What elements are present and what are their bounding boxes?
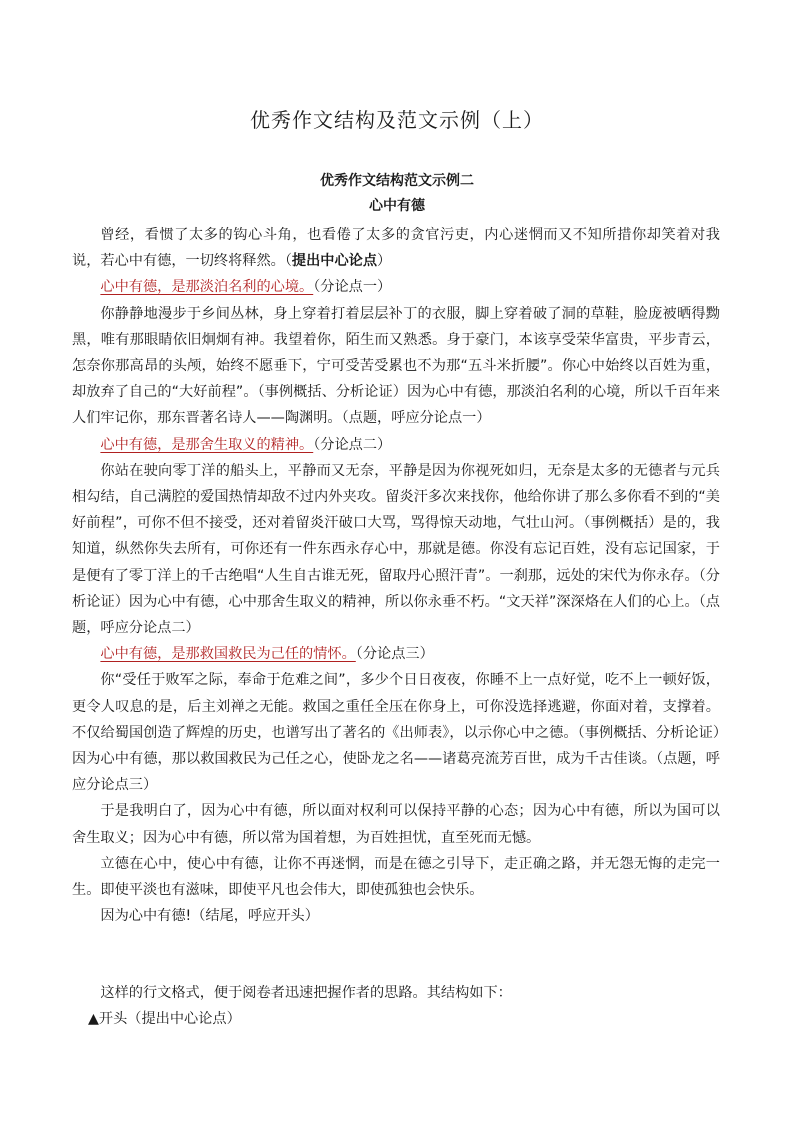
sub-point-2 xyxy=(72,432,720,458)
sub-point-1 xyxy=(72,274,720,300)
intro-text: 曾经，看惯了太多的钩心斗角，也看倦了太多的贪官污吏，内心迷惘而又不知所措你却笑着对我说，若心中有德，一切终将释然。（ xyxy=(72,227,720,270)
essay-title: 心中有德 xyxy=(369,198,425,214)
paragraph-summary: 于是我明白了，因为心中有德，所以面对权利可以保持平静的心态；因为心中有德，所以为国可以舍生取义；因为心中有德，所以常为国着想，为百姓担忧，直至死而无憾。 xyxy=(72,803,720,846)
sub-point-1-note: （分论点一） xyxy=(313,279,392,296)
sub-point-2-claim: 心中有德，是那舍生取义的精神。 xyxy=(100,436,314,453)
structure-item-opening: ▲开头（提出中心论点） xyxy=(88,1011,241,1027)
thesis-label: 提出中心论点 xyxy=(291,253,378,270)
sub-point-2-note: （分论点二） xyxy=(313,436,392,453)
paragraph-wen-tianxiang: 你站在驶向零丁洋的船头上，平静而又无奈，平静是因为你视死如归，无奈是太多的无德者与元兵相勾结，自己满腔的爱国热情却敌不过内外夹攻。留炎汗多次来找你，他给你讲了那么多你看不到的“美好前程”，可你不但不接受，还对着留炎汗破口大骂，骂得惊天动地，气壮山河。（事例概括）是的，我知道，纵然你失去所有，可你还有一件东西永存心中，那就是德。你没有忘记百姓，没有忘记国家，于是便有了零丁洋上的千古绝唱“人生自古谁无死，留取丹心照汗青”。一刹那，远处的宋代为你永存。（分析论证）因为心中有德，心中那舍生取义的精神，所以你永垂不朽。“文天祥”深深烙在人们的心上。（点题，呼应分论点二） xyxy=(72,462,720,637)
intro-paragraph xyxy=(72,222,720,274)
sub-point-3 xyxy=(72,641,720,667)
structure-intro: 这样的行文格式，便于阅卷者迅速把握作者的思路。其结构如下： xyxy=(100,985,512,1001)
paragraph-tao-yuanming: 你静静地漫步于乡间丛林，身上穿着打着层层补丁的衣服，脚上穿着破了洞的草鞋，脸庞被晒得黝黑，唯有那眼睛依旧炯炯有神。我望着你，陌生而又熟悉。身于豪门，本该享受荣华富贵，平步青云，怎奈你那高昂的头颅，始终不愿垂下，宁可受苦受累也不为那“五斗米折腰”。你心中始终以百姓为重，却放弃了自己的“大好前程”。（事例概括、分析论证）因为心中有德，那淡泊名利的心境，所以千百年来人们牢记你，那东晋著名诗人——陶渊明。（点题，呼应分论点一） xyxy=(72,305,720,427)
sub-point-3-note: （分论点三） xyxy=(355,646,434,663)
paragraph-virtue: 立德在心中，使心中有德，让你不再迷惘，而是在德之引导下，走正确之路，并无怨无悔的走完一生。即使平淡也有滋味，即使平凡也会伟大，即使孤独也会快乐。 xyxy=(72,855,720,899)
example-heading: 优秀作文结构范文示例二 xyxy=(320,173,474,189)
paragraph-conclusion: 因为心中有德!（结尾，呼应开头） xyxy=(100,908,319,925)
intro-end: ） xyxy=(377,253,392,270)
document-title: 优秀作文结构及范文示例（上） xyxy=(250,108,544,132)
sub-point-1-claim: 心中有德，是那淡泊名利的心境。 xyxy=(100,279,314,296)
essay-body xyxy=(72,222,720,929)
paragraph-zhuge-liang: 你“受任于败军之际，奉命于危难之间”，多少个日日夜夜，你睡不上一点好觉，吃不上一顿好饭，更令人叹息的是，后主刘禅之无能。救国之重任全压在你身上，可你没选择逃避，你面对着，支撑着。不仅给蜀国创造了辉煌的历史，也谱写出了著名的《出师表》，以示你心中之德。（事例概括、分析论证）因为心中有德，那以救国救民为己任之心，使卧龙之名——诸葛亮流芳百世，成为千古佳谈。（点题，呼应分论点三） xyxy=(72,672,720,794)
sub-point-3-claim: 心中有德，是那救国救民为己任的情怀。 xyxy=(100,646,356,663)
structure-notes xyxy=(72,980,720,1032)
